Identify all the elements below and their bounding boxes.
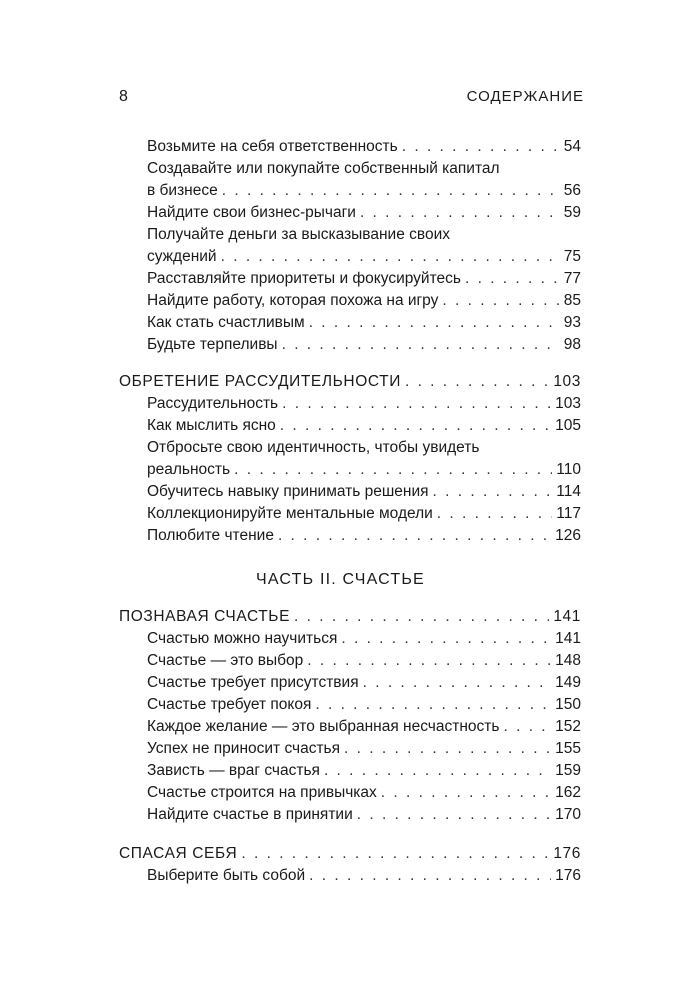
toc-entry: Как мыслить ясно . . . 105 bbox=[147, 415, 581, 437]
toc-entry: реальность . . . 110 bbox=[147, 459, 581, 481]
page-number: 8 bbox=[119, 88, 128, 105]
toc-entry: Найдите счастье в принятии . . . 170 bbox=[147, 804, 581, 826]
dot-leader bbox=[280, 415, 551, 437]
toc-entry: суждений . . . 75 bbox=[147, 246, 581, 268]
dot-leader bbox=[363, 672, 552, 694]
toc-entry: Счастье требует покоя . . . 150 bbox=[147, 694, 581, 716]
dot-leader bbox=[381, 782, 551, 804]
dot-leader bbox=[357, 804, 551, 826]
toc-entry: Как стать счастливым . . . 93 bbox=[147, 312, 581, 334]
toc-entry: Расставляйте приоритеты и фокусируйтесь . . . 77 bbox=[147, 268, 581, 290]
toc-entry: Выберите быть собой . . . 176 bbox=[147, 865, 581, 887]
part-title: ЧАСТЬ II. СЧАСТЬЕ bbox=[256, 571, 425, 588]
toc-entry: Счастье — это выбор . . . 148 bbox=[147, 650, 581, 672]
toc-section: ПОЗНАВАЯ СЧАСТЬЕ . . . 141 bbox=[119, 606, 581, 628]
dot-leader bbox=[315, 694, 551, 716]
toc-entry: Счастью можно научиться . . . 141 bbox=[147, 628, 581, 650]
dot-leader bbox=[341, 628, 551, 650]
toc-entry: Полюбите чтение . . . 126 bbox=[147, 525, 581, 547]
dot-leader bbox=[465, 268, 560, 290]
dot-leader bbox=[309, 865, 551, 887]
toc-entry-line: Отбросьте свою идентичность, чтобы увидеть bbox=[147, 439, 480, 456]
toc-entry: в бизнесе . . . 56 bbox=[147, 180, 581, 202]
dot-leader bbox=[278, 525, 551, 547]
toc-entry: Счастье строится на привычках . . . 162 bbox=[147, 782, 581, 804]
toc-section: СПАСАЯ СЕБЯ . . . 176 bbox=[119, 843, 581, 865]
dot-leader bbox=[221, 246, 560, 268]
toc-entry-line: Получайте деньги за высказывание своих bbox=[147, 226, 450, 243]
dot-leader bbox=[344, 738, 551, 760]
toc-entry-line: Создавайте или покупайте собственный капитал bbox=[147, 160, 500, 177]
dot-leader bbox=[309, 312, 560, 334]
dot-leader bbox=[234, 459, 552, 481]
toc-entry: Зависть — враг счастья . . . 159 bbox=[147, 760, 581, 782]
dot-leader bbox=[402, 136, 560, 158]
dot-leader bbox=[282, 393, 551, 415]
toc-entry: Найдите работу, которая похожа на игру . . . 85 bbox=[147, 290, 581, 312]
running-title: СОДЕРЖАНИЕ bbox=[466, 88, 584, 105]
toc-entry: Рассудительность . . . 103 bbox=[147, 393, 581, 415]
toc-entry: Будьте терпеливы . . . 98 bbox=[147, 334, 581, 356]
dot-leader bbox=[503, 716, 551, 738]
toc-entry: Обучитесь навыку принимать решения . . . 114 bbox=[147, 481, 581, 503]
dot-leader bbox=[294, 606, 549, 628]
toc-entry: Найдите свои бизнес-рычаги . . . 59 bbox=[147, 202, 581, 224]
toc-entry: Возьмите на себя ответственность . . . 54 bbox=[147, 136, 581, 158]
dot-leader bbox=[433, 481, 553, 503]
toc-entry: Счастье требует присутствия . . . 149 bbox=[147, 672, 581, 694]
dot-leader bbox=[442, 290, 559, 312]
dot-leader bbox=[360, 202, 560, 224]
toc-entry: Успех не приносит счастья . . . 155 bbox=[147, 738, 581, 760]
dot-leader bbox=[324, 760, 551, 782]
dot-leader bbox=[307, 650, 551, 672]
toc-entry: Каждое желание — это выбранная несчастность . . . 152 bbox=[147, 716, 581, 738]
toc-entry: Коллекционируйте ментальные модели . . . 117 bbox=[147, 503, 581, 525]
dot-leader bbox=[405, 371, 549, 393]
dot-leader bbox=[282, 334, 560, 356]
dot-leader bbox=[241, 843, 549, 865]
toc-section: ОБРЕТЕНИЕ РАССУДИТЕЛЬНОСТИ . . . 103 bbox=[119, 371, 581, 393]
dot-leader bbox=[437, 503, 552, 525]
dot-leader bbox=[222, 180, 560, 202]
